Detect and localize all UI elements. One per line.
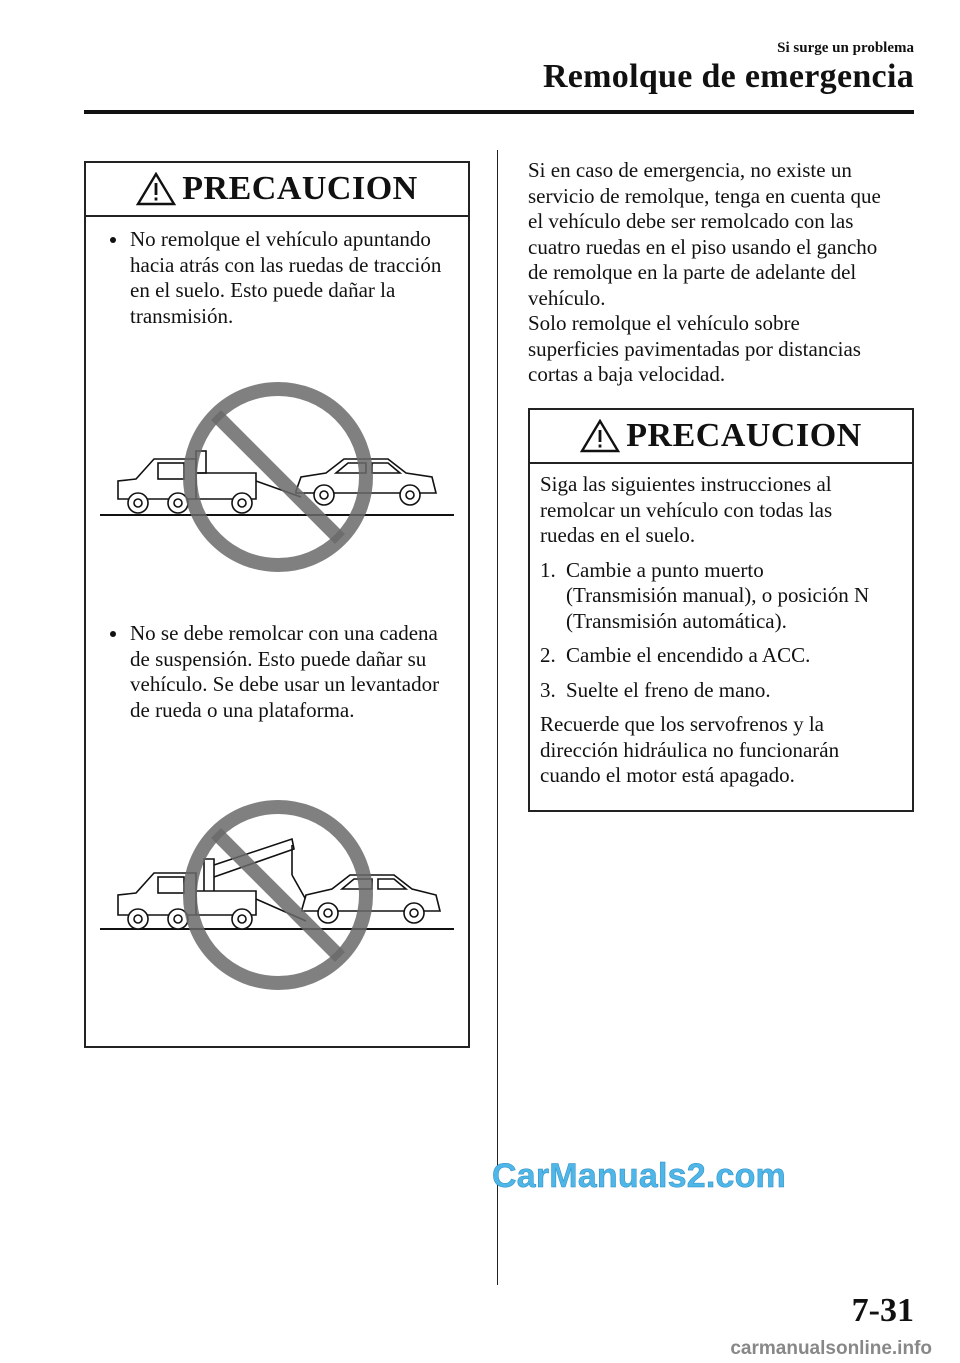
text-line: Si en caso de emergencia, no existe un <box>528 158 852 182</box>
bullet-dot <box>110 631 116 637</box>
caution-body <box>530 464 912 789</box>
text-line: transmisión. <box>130 303 234 328</box>
caution-box-left <box>84 161 470 1048</box>
text-line: cortas a baja velocidad. <box>528 362 726 386</box>
text-line: Solo remolque el vehículo sobre <box>528 311 800 335</box>
caution-outro <box>540 712 902 789</box>
text-line: el vehículo debe ser remolcado con las <box>528 209 854 233</box>
column-divider <box>497 150 498 1285</box>
caution-bullet-2 <box>110 621 460 723</box>
text-line: cuatro ruedas en el piso usando el gancho <box>528 234 878 259</box>
text-line: dirección hidráulica no funcionarán <box>540 737 840 762</box>
page-title: Remolque de emergencia <box>542 58 914 95</box>
intro-paragraph <box>528 158 913 388</box>
text-line: de remolque en la parte de adelante del <box>528 260 857 284</box>
text-line: Cambie a punto muerto <box>566 557 764 582</box>
text-line: vehículo. Se debe usar un levantador <box>130 672 440 696</box>
text-line: ruedas en el suelo. <box>540 523 696 547</box>
bullet-dot <box>110 237 116 243</box>
text-line: (Transmisión automática). <box>566 608 787 633</box>
caution-header <box>86 163 468 217</box>
text-line: de rueda o una plataforma. <box>130 697 355 722</box>
step-3 <box>540 678 902 704</box>
step-2 <box>540 643 902 669</box>
text-line: Siga las siguientes instrucciones al <box>540 472 832 496</box>
caution-heading: PRECAUCION <box>626 417 862 454</box>
step-1 <box>540 558 902 635</box>
prohibited-tow-sling-icon <box>96 795 460 995</box>
text-line: de suspensión. Esto puede dañar su <box>130 646 427 671</box>
caution-heading: PRECAUCION <box>182 170 418 207</box>
warning-triangle-icon <box>580 419 620 453</box>
text-line: servicio de remolque, tenga en cuenta que <box>528 183 881 208</box>
text-line: cuando el motor está apagado. <box>540 763 795 787</box>
text-line: No remolque el vehículo apuntando <box>130 227 431 251</box>
caution-bullet-1 <box>110 227 460 329</box>
caution-box-right <box>528 408 914 812</box>
text-line: Cambie el encendido a ACC. <box>566 643 811 667</box>
text-line: (Transmisión manual), o posición N <box>566 583 870 607</box>
step-number: 2. <box>540 643 556 667</box>
prohibited-tow-wheel-lift-icon <box>96 381 460 586</box>
text-line: Recuerde que los servofrenos y la <box>540 712 824 736</box>
text-line: hacia atrás con las ruedas de tracción <box>130 252 442 277</box>
caution-intro <box>540 472 902 549</box>
footer-watermark[interactable]: carmanualsonline.info <box>730 1338 932 1359</box>
section-label: Si surge un problema <box>777 40 914 56</box>
text-line: Suelte el freno de mano. <box>566 677 771 702</box>
text-line: No se debe remolcar con una cadena <box>130 621 438 645</box>
watermark-link[interactable]: CarManuals2.com <box>492 1157 786 1195</box>
text-line: superficies pavimentadas por distancias <box>528 336 861 361</box>
text-line: en el suelo. Esto puede dañar la <box>130 278 396 302</box>
step-number: 1. <box>540 557 556 582</box>
step-number: 3. <box>540 677 556 702</box>
text-line: remolcar un vehículo con todas las <box>540 497 833 522</box>
caution-header <box>530 410 912 464</box>
text-line: vehículo. <box>528 285 606 310</box>
page-number: 7-31 <box>851 1292 914 1329</box>
header-rule <box>84 110 914 114</box>
warning-triangle-icon <box>136 172 176 206</box>
